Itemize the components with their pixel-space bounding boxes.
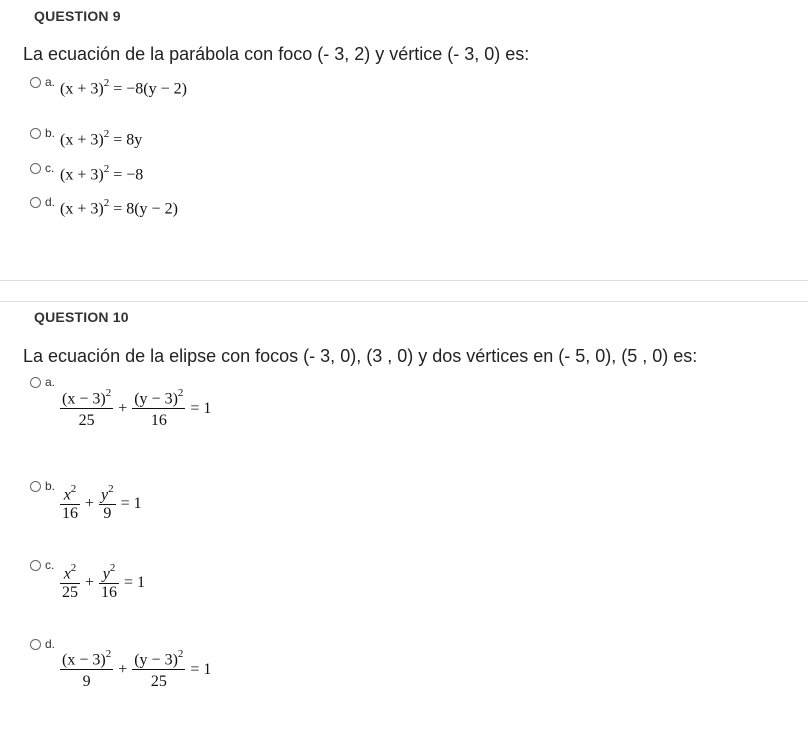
q9-option-a-equation: $(x + 3)^2 = -8(y - 2)$	[60, 77, 187, 98]
question-9-text: La ecuación de la parábola con foco (- 3, 2) y vértice (- 3, 0) es:	[23, 44, 530, 64]
question-9-title: QUESTION 9	[34, 8, 121, 24]
option-label: b.	[45, 126, 56, 140]
fraction: $\frac{(x - 3)^2}{9}$	[62, 648, 112, 691]
radio-button[interactable]	[30, 377, 41, 388]
option-label: c.	[45, 161, 55, 175]
radio-button[interactable]	[30, 197, 41, 208]
radio-button[interactable]	[30, 481, 41, 492]
divider	[0, 280, 808, 281]
fraction: $\frac{y^2}{16}$	[101, 562, 118, 602]
q10-option-a-equation: $\frac{(x - 3)^2}{25}$ + $\frac{(y - 3)^2}{16}$ = 1	[62, 387, 212, 430]
q9-option-d-equation: $(x + 3)^2 = 8(y - 2)$	[60, 197, 178, 218]
question-10-text: La ecuación de la elipse con focos (- 3, 0), (3 , 0) y dos vértices en (- 5, 0), (5 , 0) es:	[23, 346, 698, 366]
radio-button[interactable]	[30, 639, 41, 650]
q10-option-c-equation: $\frac{x^2}{25}$ + $\frac{y^2}{16}$ = 1	[62, 562, 146, 602]
option-label: b.	[45, 479, 56, 493]
option-label: a.	[45, 75, 56, 89]
radio-button[interactable]	[30, 77, 41, 88]
option-label: c.	[45, 558, 55, 572]
option-label: d.	[45, 637, 56, 651]
option-label: a.	[45, 375, 56, 389]
radio-button[interactable]	[30, 163, 41, 174]
radio-button[interactable]	[30, 128, 41, 139]
fraction: $\frac{y^2}{9}$	[101, 483, 114, 523]
radio-button[interactable]	[30, 560, 41, 571]
q10-option-b-equation: $\frac{x^2}{16}$ + $\frac{y^2}{9}$ = 1	[62, 483, 142, 523]
fraction: $\frac{x^2}{16}$	[62, 483, 78, 523]
fraction: $\frac{x^2}{25}$	[62, 562, 78, 602]
q9-option-b-equation: $(x + 3)^2 = 8y$	[60, 128, 143, 149]
fraction: $\frac{(x - 3)^2}{25}$	[62, 387, 112, 430]
fraction: $\frac{(y - 3)^2}{16}$	[134, 387, 184, 430]
fraction: $\frac{(y - 3)^2}{25}$	[134, 648, 184, 691]
divider	[0, 301, 808, 302]
question-10-title: QUESTION 10	[34, 309, 129, 325]
q9-option-c-equation: $(x + 3)^2 = -8$	[60, 163, 144, 184]
option-label: d.	[45, 195, 56, 209]
q10-option-d-equation: $\frac{(x - 3)^2}{9}$ + $\frac{(y - 3)^2}{25}$ = 1	[62, 648, 212, 691]
